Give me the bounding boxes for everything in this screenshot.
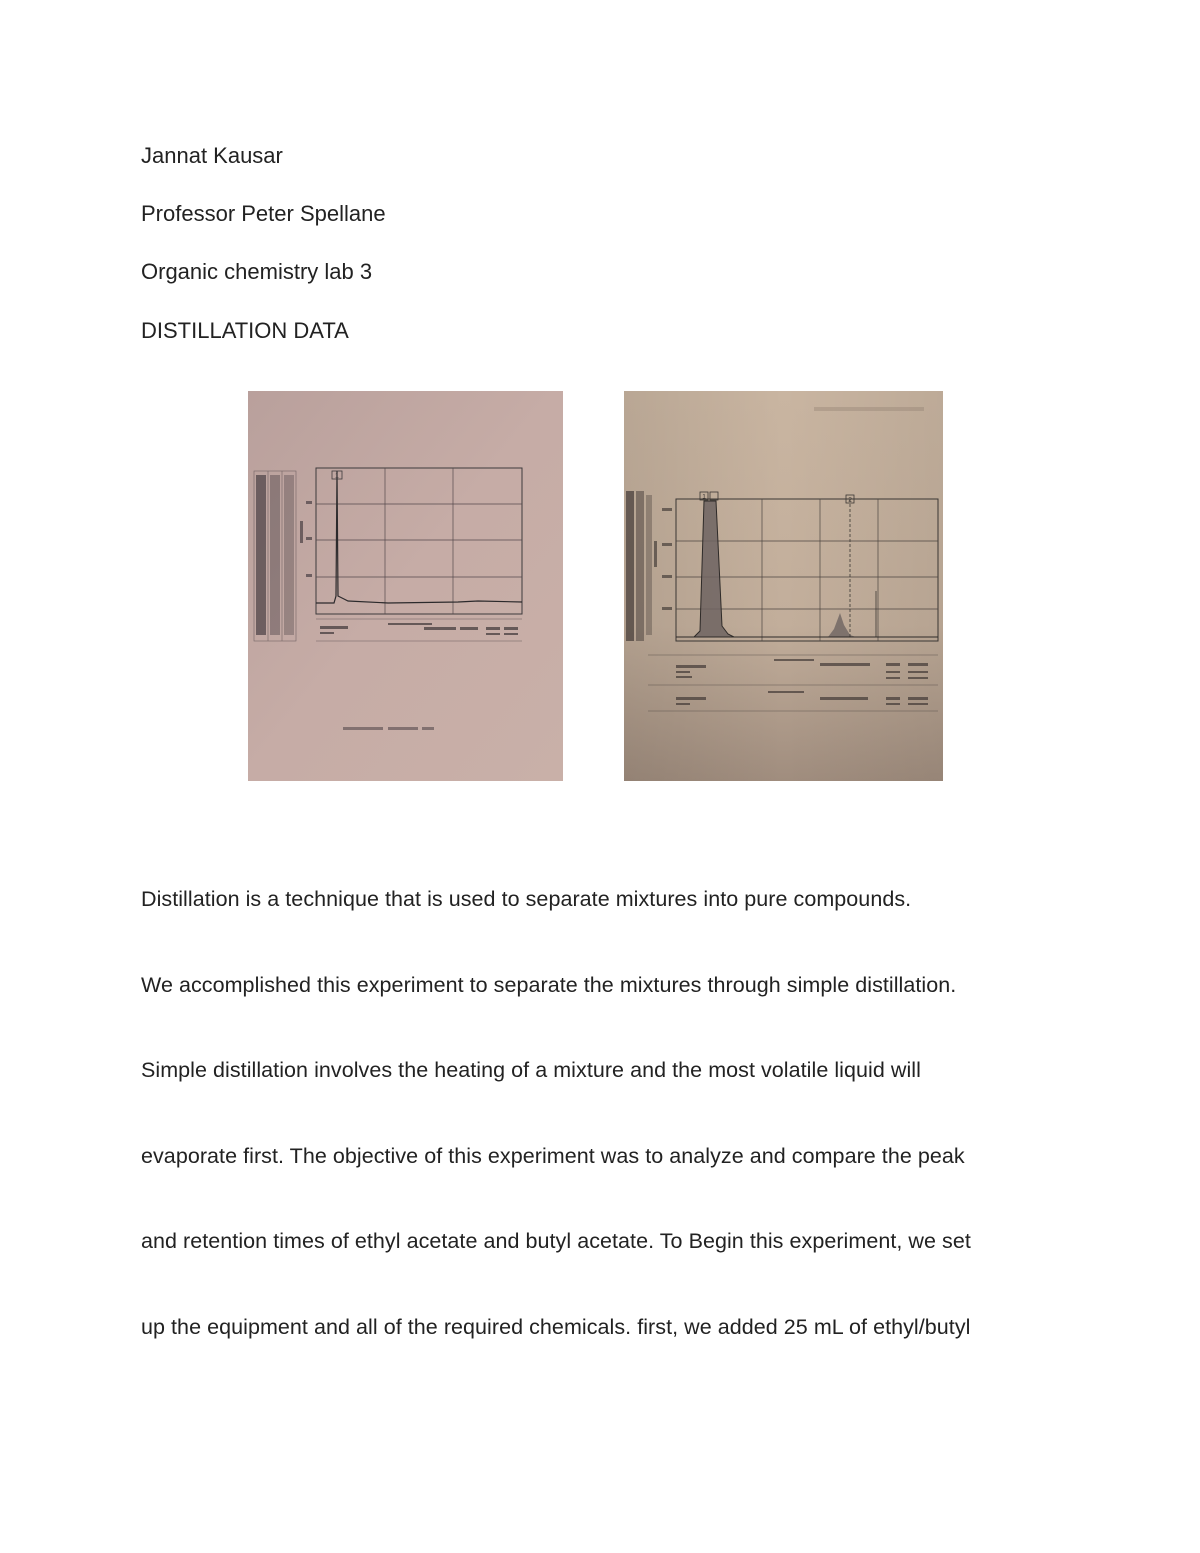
section-title: DISTILLATION DATA (141, 318, 349, 343)
right-peak-label-2: 2 (848, 496, 852, 504)
chromatogram-photo-right-image (624, 391, 943, 781)
right-peak-label-1: 1 (702, 493, 706, 501)
paragraph-line-3: Simple distillation involves the heating of a mixture and the most volatile liquid will (141, 1058, 921, 1082)
paragraph-line-5: and retention times of ethyl acetate and butyl acetate. To Begin this experiment, we set (141, 1229, 971, 1253)
chromatogram-photo-left-image (248, 391, 563, 781)
professor-name: Professor Peter Spellane (141, 201, 386, 226)
paragraph-line-2: We accomplished this experiment to separate the mixtures through simple distillation. (141, 973, 957, 997)
chromatogram-photo-left (248, 391, 563, 781)
left-peak-label: 1 (335, 473, 339, 480)
course-name: Organic chemistry lab 3 (141, 259, 373, 284)
author-name: Jannat Kausar (141, 143, 283, 168)
paragraph-line-4: evaporate first. The objective of this experiment was to analyze and compare the peak (141, 1144, 965, 1168)
chromatogram-photo-right (624, 391, 943, 781)
paragraph-line-6: up the equipment and all of the required chemicals. first, we added 25 mL of ethyl/butyl (141, 1315, 971, 1339)
paragraph-line-1: Distillation is a technique that is used to separate mixtures into pure compounds. (141, 887, 912, 911)
